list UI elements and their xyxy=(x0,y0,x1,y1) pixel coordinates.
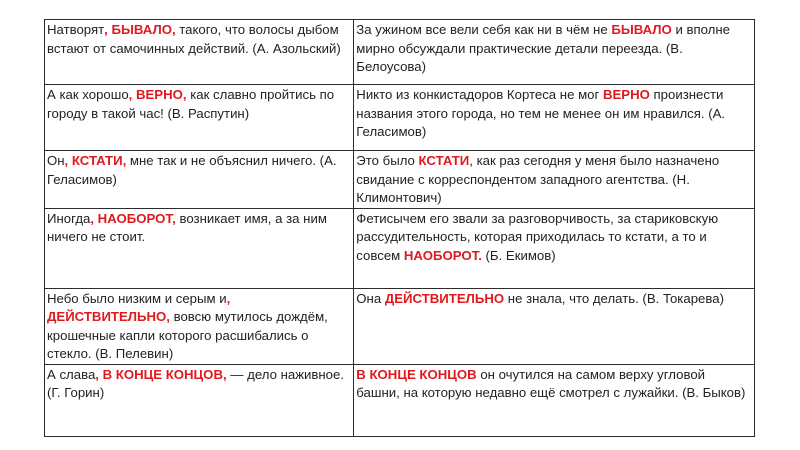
comparison-table xyxy=(44,19,755,437)
text-before: Никто из конкистадоров Кортеса не мог xyxy=(356,87,603,102)
text-after: мне так и не объяснил ничего. (А. Геласимов) xyxy=(47,153,337,187)
text-after: такого, что волосы дыбом встают от самочинных действий. (А. Азольский) xyxy=(47,22,341,56)
text-before: А слава xyxy=(47,366,96,382)
text-after: произнести названия этого города, но тем не менее он им нравился. (А. Геласимов) xyxy=(356,87,726,139)
text-after: , как раз сегодня у меня было назначено свидание с корреспондентом западного агентства. (Н. Климонтович) xyxy=(356,153,720,205)
highlighted-word: БЫВАЛО xyxy=(611,22,672,37)
text-after: как славно пройтись по городу в такой час! (В. Распутин) xyxy=(47,87,335,121)
highlighted-word: , БЫВАЛО, xyxy=(104,22,176,37)
table-row xyxy=(45,20,755,85)
text-after: вовсю мутилось дождём, крошечные капли которого расшибались о стекло. (В. Пелевин) xyxy=(47,309,328,361)
cell-sentence-member-example xyxy=(354,208,755,288)
highlighted-word: , КСТАТИ, xyxy=(64,153,127,168)
highlighted-word: ВЕРНО xyxy=(602,87,650,102)
text-after: и вполне мирно обсуждали практические детали переезда. (В. Белоусова) xyxy=(356,22,730,74)
text-after: возникает имя, а за ним ничего не стоит. xyxy=(47,210,327,244)
highlighted-word: , В КОНЦЕ КОНЦОВ, xyxy=(95,366,227,382)
cell-parenthetical-example xyxy=(45,151,354,209)
cell-parenthetical-example xyxy=(45,364,354,436)
cell-sentence-member-example xyxy=(354,151,755,209)
text-before: Это было xyxy=(356,153,419,168)
cell-parenthetical-example xyxy=(45,288,354,364)
text-before: Фетисычем его звали за разговорчивость, за стариковскую рассудительность, которая приходилась то кстати, а то и совсем xyxy=(356,210,719,263)
text-before: Натворят xyxy=(47,22,105,37)
table-row xyxy=(45,85,755,151)
table-row xyxy=(45,208,755,288)
cell-sentence-member-example xyxy=(354,364,755,436)
table-row xyxy=(45,364,755,436)
text-after: он очутился на самом верху угловой башни, на которую недавно ещё смотрел с лужайки. (В. Быков) xyxy=(356,366,746,400)
text-before: Небо было низким и серым и xyxy=(47,290,227,306)
text-after: не знала, что делать. (В. Токарева) xyxy=(504,290,724,306)
highlighted-word: , НАОБОРОТ, xyxy=(90,210,176,226)
text-after: (Б. Екимов) xyxy=(481,247,556,263)
highlighted-word: , ДЕЙСТВИТЕЛЬНО, xyxy=(47,290,231,324)
cell-sentence-member-example xyxy=(354,85,755,151)
highlighted-word: , ВЕРНО, xyxy=(128,87,187,102)
table-row xyxy=(45,151,755,209)
text-before: Он xyxy=(47,153,65,168)
highlighted-word: КСТАТИ xyxy=(418,153,470,168)
cell-sentence-member-example xyxy=(354,20,755,85)
cell-sentence-member-example xyxy=(354,288,755,364)
highlighted-word: ДЕЙСТВИТЕЛЬНО xyxy=(384,290,505,306)
text-before: А как хорошо xyxy=(47,87,129,102)
cell-parenthetical-example xyxy=(45,208,354,288)
cell-parenthetical-example xyxy=(45,20,354,85)
highlighted-word: НАОБОРОТ. xyxy=(403,247,482,263)
cell-parenthetical-example xyxy=(45,85,354,151)
text-before: За ужином все вели себя как ни в чём не xyxy=(356,22,612,37)
highlighted-word: В КОНЦЕ КОНЦОВ xyxy=(356,366,477,382)
table-row xyxy=(45,288,755,364)
text-before: Иногда xyxy=(47,210,91,226)
text-after: — дело наживное. (Г. Горин) xyxy=(47,366,345,400)
text-before: Она xyxy=(356,290,385,306)
